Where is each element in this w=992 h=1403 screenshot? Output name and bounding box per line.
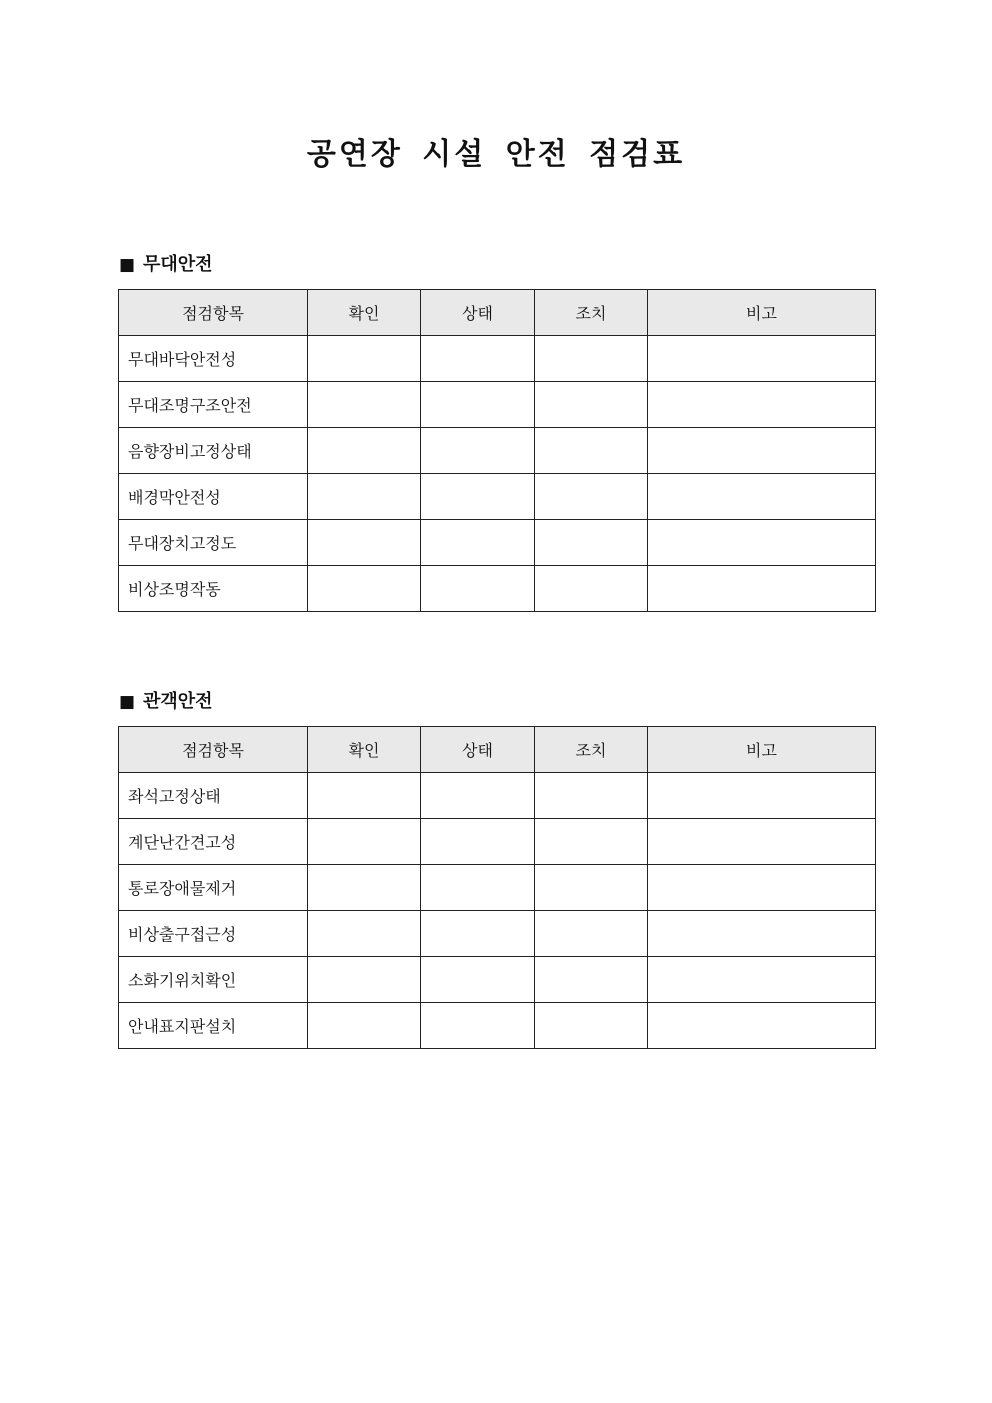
column-header-action: 조치: [535, 290, 648, 336]
column-header-confirm: 확인: [308, 290, 421, 336]
remark-cell[interactable]: [648, 566, 876, 612]
action-cell[interactable]: [535, 773, 648, 819]
confirm-cell[interactable]: [308, 520, 421, 566]
action-cell[interactable]: [535, 382, 648, 428]
section-heading-audience-safety: [119, 689, 213, 715]
item-name-cell: 비상조명작동: [119, 566, 308, 612]
confirm-cell[interactable]: [308, 1003, 421, 1049]
action-cell[interactable]: [535, 957, 648, 1003]
confirm-cell[interactable]: [308, 336, 421, 382]
item-name-cell: 비상출구접근성: [119, 911, 308, 957]
item-name-cell: 무대조명구조안전: [119, 382, 308, 428]
item-name-cell: 계단난간견고성: [119, 819, 308, 865]
status-cell[interactable]: [421, 382, 535, 428]
table-header-row: [119, 727, 876, 773]
status-cell[interactable]: [421, 336, 535, 382]
confirm-cell[interactable]: [308, 865, 421, 911]
action-cell[interactable]: [535, 865, 648, 911]
square-bullet-icon: ■: [119, 692, 136, 712]
table-row: [119, 382, 876, 428]
status-cell[interactable]: [421, 520, 535, 566]
remark-cell[interactable]: [648, 911, 876, 957]
confirm-cell[interactable]: [308, 773, 421, 819]
action-cell[interactable]: [535, 819, 648, 865]
status-cell[interactable]: [421, 773, 535, 819]
item-name-cell: 안내표지판설치: [119, 1003, 308, 1049]
confirm-cell[interactable]: [308, 911, 421, 957]
table-row: [119, 957, 876, 1003]
column-header-item: 점검항목: [119, 727, 308, 773]
action-cell[interactable]: [535, 566, 648, 612]
item-name-cell: 무대장치고정도: [119, 520, 308, 566]
section-heading-label: 무대안전: [143, 254, 213, 275]
status-cell[interactable]: [421, 428, 535, 474]
action-cell[interactable]: [535, 428, 648, 474]
status-cell[interactable]: [421, 1003, 535, 1049]
table-row: [119, 474, 876, 520]
item-name-cell: 좌석고정상태: [119, 773, 308, 819]
item-name-cell: 무대바닥안전성: [119, 336, 308, 382]
item-name-cell: 통로장애물제거: [119, 865, 308, 911]
remark-cell[interactable]: [648, 520, 876, 566]
status-cell[interactable]: [421, 566, 535, 612]
remark-cell[interactable]: [648, 773, 876, 819]
column-header-confirm: 확인: [308, 727, 421, 773]
table-row: [119, 865, 876, 911]
status-cell[interactable]: [421, 474, 535, 520]
column-header-remark: 비고: [648, 727, 876, 773]
table-row: [119, 428, 876, 474]
remark-cell[interactable]: [648, 957, 876, 1003]
section-heading-stage-safety: [119, 252, 213, 278]
column-header-status: 상태: [421, 727, 535, 773]
status-cell[interactable]: [421, 911, 535, 957]
confirm-cell[interactable]: [308, 819, 421, 865]
remark-cell[interactable]: [648, 865, 876, 911]
status-cell[interactable]: [421, 819, 535, 865]
table-row: [119, 566, 876, 612]
confirm-cell[interactable]: [308, 957, 421, 1003]
confirm-cell[interactable]: [308, 428, 421, 474]
column-header-remark: 비고: [648, 290, 876, 336]
item-name-cell: 음향장비고정상태: [119, 428, 308, 474]
confirm-cell[interactable]: [308, 474, 421, 520]
confirm-cell[interactable]: [308, 382, 421, 428]
item-name-cell: 배경막안전성: [119, 474, 308, 520]
column-header-action: 조치: [535, 727, 648, 773]
remark-cell[interactable]: [648, 428, 876, 474]
confirm-cell[interactable]: [308, 566, 421, 612]
action-cell[interactable]: [535, 911, 648, 957]
remark-cell[interactable]: [648, 382, 876, 428]
remark-cell[interactable]: [648, 1003, 876, 1049]
table-row: [119, 773, 876, 819]
status-cell[interactable]: [421, 865, 535, 911]
table-row: [119, 819, 876, 865]
remark-cell[interactable]: [648, 474, 876, 520]
status-cell[interactable]: [421, 957, 535, 1003]
table-row: [119, 336, 876, 382]
action-cell[interactable]: [535, 520, 648, 566]
action-cell[interactable]: [535, 1003, 648, 1049]
table-row: [119, 1003, 876, 1049]
item-name-cell: 소화기위치확인: [119, 957, 308, 1003]
remark-cell[interactable]: [648, 819, 876, 865]
table-header-row: [119, 290, 876, 336]
table-row: [119, 911, 876, 957]
stage-safety-table: [118, 289, 876, 612]
column-header-item: 점검항목: [119, 290, 308, 336]
page-title: 공연장 시설 안전 점검표: [306, 137, 686, 172]
table-row: [119, 520, 876, 566]
action-cell[interactable]: [535, 336, 648, 382]
column-header-status: 상태: [421, 290, 535, 336]
section-heading-label: 관객안전: [143, 691, 213, 712]
audience-safety-table: [118, 726, 876, 1049]
remark-cell[interactable]: [648, 336, 876, 382]
action-cell[interactable]: [535, 474, 648, 520]
square-bullet-icon: ■: [119, 255, 136, 275]
